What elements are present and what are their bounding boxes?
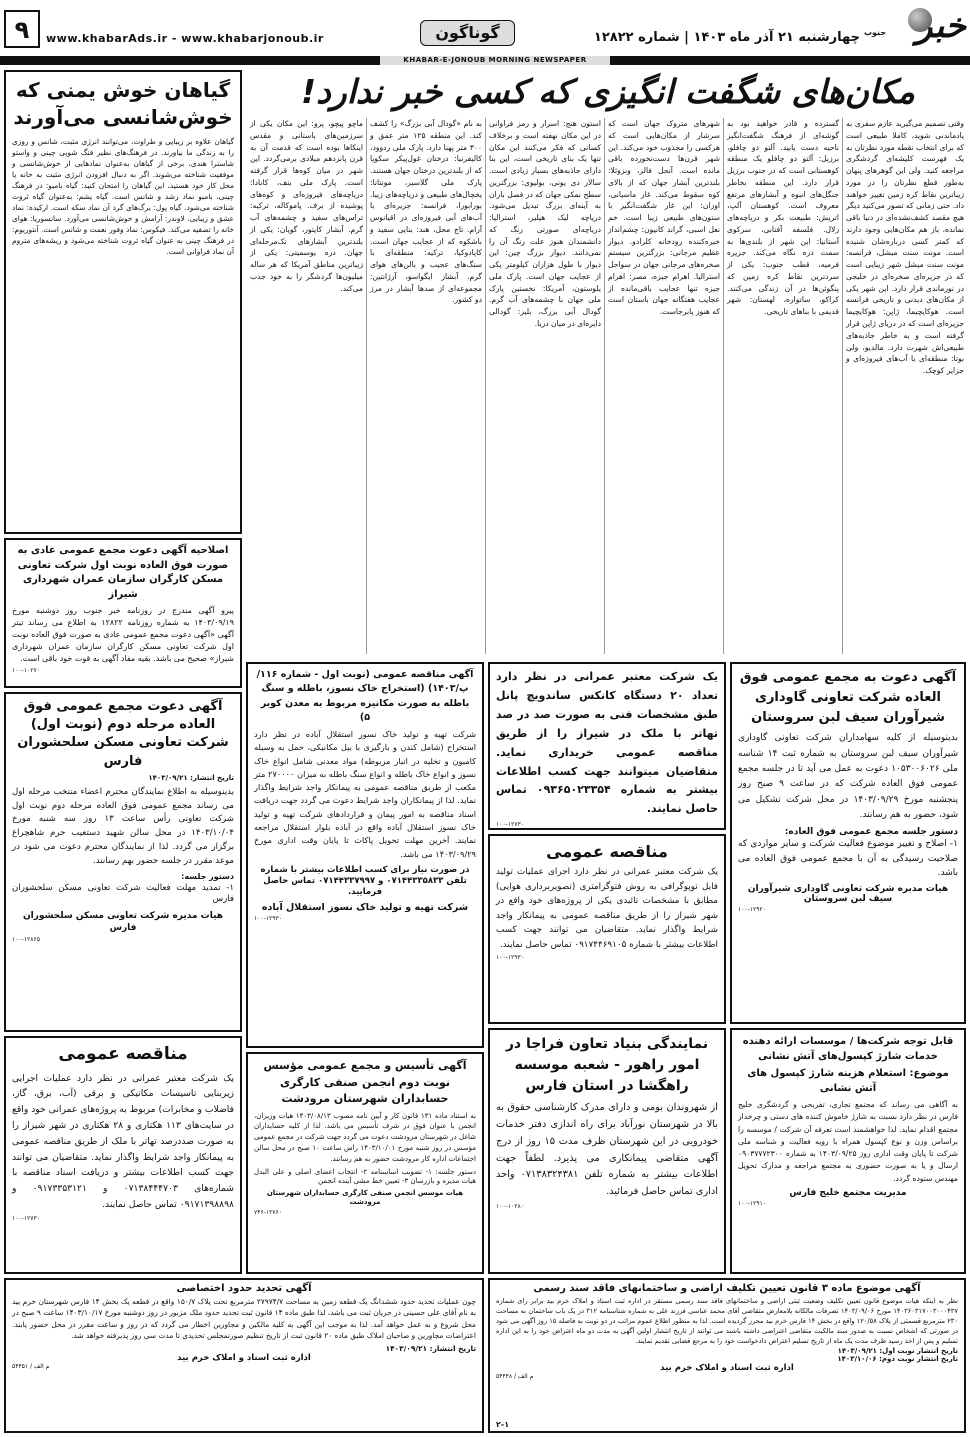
column-divider: [366, 118, 367, 654]
ad-title: آگهی دعوت به مجمع عمومی فوق العاده شرکت تعاونی گاوداری شیرآوران سیف لبن سروستان: [739, 670, 957, 726]
ad-date: تاریخ انتشار: ۱۴۰۳/۰۹/۲۱: [385, 1343, 476, 1353]
ad-code: ۱۰۰-۱۲۹۳۰: [254, 914, 282, 922]
ad-body: یک شرکت معتبر عمرانی در نظر دارد اجرای عملیات تولید فایل توپوگرافی به روش فتوگرامتری (تصویربرداری هوایی) مطابق با مشخصات تائیدی یکی از پروژه‌های خود واقع در شهر شیراز را از طریق مناقصه عمومی به پیمانکار واجد شرایط واگذار نماید. متقاضیان می توانند جهت کسب اطلاعات بیشتر با شماره ۰۹۱۷۴۴۶۹۱۰۵ تماس حاصل نمایند.: [496, 867, 718, 950]
ad-date-second: تاریخ انتشار نوبت دوم: ۱۴۰۳/۱۰/۰۶: [837, 1355, 958, 1364]
ad-agenda-title: دستور جلسه مجمع عمومی فوق العاده:: [784, 827, 958, 838]
masthead: [0, 0, 970, 66]
ad-land-title-notice: [488, 1278, 966, 1433]
ad-code: ۷۴۶-۱۲۷۶۰: [254, 1209, 282, 1217]
main-headline: مکان‌های شگفت انگیزی که کسی خبر ندارد!: [301, 72, 915, 111]
ad-title: آگهی مناقصه عمومی (نوبت اول - شماره ۱۱۶/پ/۱۴۰۳) (استخراج خاک نسوز، باطله و سنگ باطله به صورت مکانیزه مربوط به معدن کوبر ۵): [256, 669, 474, 723]
ad-code: ۱۰۰-۱۲۹۱۰: [738, 1200, 766, 1208]
ad-title: آگهی تأسیس و مجمع عمومی مؤسس نوبت دوم انجمن صنفی کارگری حسابداران شهرستان مرودشت: [263, 1059, 467, 1105]
ad-body: یک شرکت معتبر عمرانی در نظر دارد عملیات اجرایی زیربنایی تاسیسات مکانیکی و برقی (آب، برق، گاز، فاضلاب و مخابرات) مربوط به پروژه‌های عمرانی خود واقع در سایت‌های ۱۱۳ هکتاری و ۲۸ هکتاری در شهر شیراز را به صورت صددرصد تهاتر با ملک از طریق مناقصه عمومی به پیمانکار واجد شرایط واگذار نماید. متقاضیان می توانند جهت کسب اطلاعات بیشتر و دریافت اسناد مناقصه با شماره‌های ۰۷۱۳۸۴۴۴۷۰۳ و ۰۹۱۷۳۳۵۳۱۲۱ و ۰۹۱۷۱۳۹۸۸۹۸ تماس حاصل نمایند.: [12, 1072, 234, 1211]
issue-date: چهارشنبه ۲۱ آذر ماه ۱۴۰۳ | شماره ۱۲۸۲۲: [593, 30, 860, 45]
ad-date: تاریخ انتشار: ۱۴۰۳/۰۹/۲۱: [148, 773, 234, 782]
website-line: www.khabarAds.ir - www.khabarjonoub.ir: [46, 32, 324, 45]
ad-tender-utilities: [4, 1036, 242, 1274]
ad-body: بدینوسیله از کلیه سهامداران شرکت تعاونی گاوداری شیرآوران سیف لبن سروستان به شماره ثبت ۱۴ شناسه ملی ۱۰۵۳۰۰۶۰۲۶ دعوت به عمل می آید تا در جلسه مجمع عمومی فوق العاده شرکت که در ساعت ۹ صبح روز پنجشنبه مورخ ۱۴۰۳/۰۹/۲۹ در محل شرکت تشکیل می شود، حضور به هم رسانند.: [738, 733, 959, 820]
ad-title: آگهی موضوع ماده ۳ قانون تعیین تکلیف اراضی و ساختمانهای فاقد سند رسمی: [533, 1283, 921, 1294]
column-divider: [723, 118, 724, 654]
ad-title: قابل توجه شرکت‌ها / موسسات ارائه دهنده خدمات شارژ کپسول‌های آتش نشانی: [742, 1036, 954, 1062]
column-divider: [604, 118, 605, 654]
ad-code: ۱۰۰-۱۰۲۸۰: [496, 1203, 524, 1211]
ad-boundary-notice: [4, 1278, 484, 1433]
ad-faraja-representation: [488, 1028, 726, 1274]
ad-agenda: دستور جلسه: ۱- تصویب اساسنامه ۲- انتخاب اعضای اصلی و علی البدل هیات مدیره و بازرسان ۳- تعیین خط مشی آینده انجمن: [254, 1167, 477, 1185]
column-divider: [842, 118, 843, 654]
ad-title: آگهی تحدید حدود اختصاصی: [176, 1283, 312, 1294]
ad-agenda: ۱- اصلاح و تغییر موضوع فعالیت شرکت و سایر مواردی که صلاحیت رسیدگی به آن با مجمع عمومی فوق العاده می باشد.: [738, 839, 958, 878]
ad-signature: هیات مدیره شرکت تعاونی گاوداری شیرآوران سیف لبن سروستان: [747, 884, 949, 905]
ad-tender-refractory: [246, 662, 484, 1048]
ad-code: ۱۰۰-۱۲۹۳۰: [496, 954, 524, 962]
page-number: ۹: [4, 10, 40, 48]
ad-code: ۵۴۴۵۱ / م الف: [12, 1362, 50, 1370]
ad-body: از شهروندان بومی و دارای مدرک کارشناسی حقوق به بالا در شهرستان نورآباد برای راه اندازی دفتر خدمات خودرویی در این شهرستان ظرف مدت ۱۵ روز از درج آگهی متقاضی پیمانکاری می پذیرد. لطفاً جهت اطلاعات بیشتر به شماره تلفن ۰۷۱۳۸۳۲۴۳۸۱ واحد اداری تماس حاصل فرمائید.: [496, 1102, 719, 1198]
ad-code: ۱۰۰-۱۲۷۳۰: [12, 1214, 40, 1222]
ad-date-first: تاریخ انتشار نوبت اول: ۱۴۰۳/۰۹/۲۱: [837, 1347, 958, 1356]
ad-code: ۵۴۴۴۸ / م الف: [496, 1373, 534, 1381]
article-column: استون هنج: اسرار و رمز فراوانی در این مکان نهفته است و برخلاف کسانی که فکر می‌کنند این مکان تنها یک بنای تاریخی است، این بنا دارای جاذبه‌های بسیار زیادی است. سالار دی یونی، بولیوی: بزرگترین سطح نمکی جهان که در فصل باران به آینه‌ای بزرگ تبدیل می‌شود. دریاچه لیک هیلیر، استرالیا: دریاچه‌ای صورتی رنگ که دانشمندان هنوز علت رنگ آن را نمی‌دانند. دیوار بزرگ چین: این دیوار با طول هزاران کیلومتر یکی از عجایب جهان است. پارک ملی یلوستون، آمریکا: نخستین پارک ملی جهان با چشمه‌های آب گرم. گودال آبی بزرگ، بلیز: گودالی دایره‌ای در میان دریا.: [489, 119, 601, 329]
ad-caravan-tender: [488, 662, 726, 830]
ad-body: پیرو آگهی مندرج در روزنامه خبر جنوب روز دوشنبه مورخ ۱۴۰۳/۰۹/۱۹ به شماره روزنامه ۱۲۸۲۲ به اطلاع می رساند تیتر آگهی «آگهی دعوت مجمع عمومی عادی به صورت فوق العاده نوبت اول شرکت تعاونی مسکن کارگران سازمان عمران شهرداری شیراز» صحیح می باشد. بقیه مفاد آگهی به قوت خود باقی است.: [12, 606, 234, 663]
ad-code: ۱۰۰-۱۲۷۳۰: [496, 821, 524, 829]
article-column: گسترده و قادر خواهید بود به گوشه‌ای از فرهنگ شگفت‌انگیز ناحیه دست یابید. آلتو دو چافلو، برزیل: آلتو دو چافلو یک منطقه کوهستانی است که در جنوب برزیل قرار دارد. این منطقه بخاطر جنگل‌های انبوه و آبشارهای مرتفع معروف است. کوهستان آلپ، اتریش: طبیعت بکر و دریاچه‌های زلال. فلسفه آفتابی، سرکوی آستانیا: این شهر از بلندی‌ها به سمت دره نگاه می‌کند. جزیره فرمیه، قطب جنوب: یکی از سردترین نقاط کره زمین که پنگوئن‌ها در آن زندگی می‌کنند. کراکو، ساتواره، لهستان: شهر قدیمی با بناهای تاریخی.: [727, 119, 839, 317]
article-column: ماچو پیچو، پرو: این مکان یکی از سرزمین‌های باستانی و مقدس اینکاها بوده است که قدمت آن به قرن پانزدهم میلادی برمی‌گردد. این شهر در میان کوه‌ها قرار گرفته است. پارک ملی بنف، کانادا: دریاچه‌های فیروزه‌ای و کوه‌های پوشیده از برف. پاموکاله، ترکیه: تراس‌های سفید و چشمه‌های آب گرم. آبشار کایتور، گویان: یکی از بلندترین آبشارهای تک‌مرحله‌ای جهان. دره یوسمیتی: یکی از زیباترین مناطق آمریکا که هر ساله میلیون‌ها گردشگر را به خود جذب می‌کند.: [250, 119, 363, 293]
ad-body: نظر به اینکه هیات موضوع قانون تعیین تکلیف وضعیت ثبتی اراضی و ساختمانهای فاقد سند رسمی مستقر در اداره ثبت اسناد و املاک خرم بید برابر رای شماره ۱۴۰۳۶۰۳۱۷۰۰۳۰۰۰۴۳۷ مورخ ۱۴۰۳/۰۹/۰۶ تصرفات مالکانه بلامعارض متقاضی آقای محمد عباسی فرزند علی به شماره شناسنامه ۳۱۲ در یک باب ساختمان به مساحت ۲۳۰ مترمربع قسمتی از پلاک ۱۲۰/۵۸ واقع در بخش ۱۴ فارس خرم بید محرز گردیده است. لذا به منظور اطلاع عموم مراتب در دو نوبت به فاصله ۱۵ روز آگهی می شود در صورتی که اشخاص نسبت به صدور سند مالکیت متقاضی اعتراضی داشته باشند می توانند از تاریخ انتشار اولین آگهی به مدت دو ماه اعتراض خود را به این اداره تسلیم و پس از اخذ رسید ظرف مدت یک ماه از تاریخ تسلیم اعتراض دادخواست خود را به مرجع قضایی تقدیم نمایند.: [496, 1297, 958, 1346]
ad-code: ۱۰۰-۱۲۹۲۰: [738, 906, 766, 914]
newspaper-logo: [862, 4, 966, 48]
ad-accountants-guild: [246, 1052, 484, 1274]
ad-subject: موضوع: استعلام هزینه شارژ کپسول های آتش نشانی: [747, 1068, 949, 1094]
ad-code: ۱۰۰-۱۰۲۷۰: [12, 667, 40, 674]
ad-title: مناقصه عمومی: [58, 1044, 188, 1064]
ad-topography-tender: [488, 834, 726, 1024]
ad-agenda-title: دستور جلسه:: [181, 872, 234, 882]
ad-signature: اداره ثبت اسناد و املاک خرم بید: [177, 1352, 311, 1363]
ad-signature: هیات مدیره شرکت تعاونی مسکن سلحشوران فارس: [22, 911, 224, 933]
ad-body: به استناد ماده ۱۳۱ قانون کار و آیین نامه مصوب ۱۴۰۳/۰۸/۱۳ هیات وزیران، انجمن با عنوان فوق در شرف تأسیس می باشد. لذا از کلیه حسابداران شاغل در شهرستان مرودشت دعوت می گردد جهت شرکت در مجمع عمومی مؤسس در روز شنبه مورخ ۱۴۰۳/۱۰/۰۱ راس ساعت ۱۰ صبح در محل سالن اجتماعات اداره کار مرودشت حضور به هم رسانند.: [254, 1111, 477, 1163]
ad-contact: در صورت نیاز برای کسب اطلاعات بیشتر با شماره تلفن ۰۷۱۴۴۳۳۵۸۳۳ و ۰۷۱۴۴۳۳۷۹۹۷ تماس حاصل فرمایید.: [260, 864, 470, 897]
ad-title: یک شرکت معتبر عمرانی در نظر دارد تعداد ۲۰ دستگاه کانکس ساندویچ پانل طبق مشخصات فنی به صورت صد در صد تهاتر با ملک در شیراز را از طریق مناقصه عمومی خریداری نماید. متقاضیان میتوانند جهت کسب اطلاعات بیشتر به شماره ۰۹۳۶۵۰۲۳۳۵۴ تماس حاصل نمایند.: [496, 670, 718, 816]
ad-signature: اداره ثبت اسناد و املاک خرم بید: [660, 1363, 794, 1374]
sidebar-box: [4, 70, 242, 534]
ad-body: چون عملیات تحدید حدود ششدانگ یک قطعه زمین به مساحت ۲۷۹۷۴/۷ مترمربع تحت پلاک ۱۵۰/۷ واقع در قطعه یک بخش ۱۴ فارس شهرستان خرم بید به نام آقای علی حسینی در جریان ثبت می باشد، لذا طبق ماده ۱۴ قانون ثبت تحدید حدود ملک مزبور در روز دوشنبه مورخ ۱۴۰۳/۱۰/۱۷ ساعت ۹ صبح در محل شروع و به عمل خواهد آمد. لذا به موجب این آگهی به کلیه مالکین و مجاورین اخطار می گردد که در روز و ساعت مقرر در محل حضور یابند. اعتراضات مجاورین و صاحبان املاک طبق ماده ۲۰ قانون ثبت از تاریخ تنظیم صورتمجلس تحدیدی تا مدت سی روز پذیرفته خواهد شد.: [12, 1297, 477, 1341]
logo-text: خبر: [915, 6, 966, 46]
ad-correction: [4, 538, 242, 688]
ad-body: به آگاهی می رساند که مجتمع تجاری، تفریحی و گردشگری خلیج فارس در نظر دارد نسبت به شارژ خاموش کننده های دستی و چرخدار مجتمع اقدام نماید. لذا خواهشمند است تعرفه آن شرکت / موسسه را براساس وزن و نوع کپسول همراه با رویه فعالیت و شناسه ملی شرکت تا پایان وقت اداری روز ۱۴۰۳/۰۹/۲۵ به شماره ۰۹۰۳۷۷۷۲۳۰۰ ارسال و یا به صورت حضوری به مجتمع مراجعه و مدارک تحویل مهندس ستوده گردد.: [738, 1100, 958, 1183]
ad-agenda: ۱- تمدید مهلت فعالیت شرکت تعاونی مسکن سلحشوران فارس: [12, 882, 234, 904]
ad-title: اصلاحیه آگهی دعوت مجمع عمومی عادی به صورت فوق العاده نوبت اول شرکت تعاونی مسکن کارگران سازمان عمران شهرداری شیراز: [17, 545, 229, 600]
ad-body: شرکت تهیه و تولید خاک نسوز استقلال آباده در نظر دارد استخراج (شامل کندن و بارگیری با بیل مکانیکی، حمل به وسیله کامیون و تخلیه در انبار مربوطه) مواد معدنی شامل انواع خاک نسوز و انواع خاک باطله و انواع سنگ باطله به میزان ۲۷۰۰۰۰ متر مکعب از طریق مناقصه عمومی به پیمانکار واجد شرایط واگذار نماید. لذا از پیمانکاران واجد شرایط دعوت می گردد جهت دریافت اسناد مناقصه به امور پیمان و قراردادهای شرکت تهیه و تولید خاک نسوز استقلال آباده واقع در آباده بلوار استقلال مراجعه نمایند. آخرین مهلت تحویل پاکات تا پایان وقت اداری مورخ ۱۴۰۳/۰۹/۲۹ می باشد.: [254, 729, 476, 859]
ad-footer-code: ۲-۱: [496, 1420, 510, 1429]
ad-signature: مدیریت مجتمع خلیج فارس: [789, 1188, 907, 1199]
column-divider: [485, 118, 486, 654]
article-column: به نام «گودال آبی بزرگ» را کشف کند. این منطقه ۱۲۵ متر عمق و ۳۰۰ متر پهنا دارد. پارک ملی ردوود، کالیفرنیا: درختان غول‌پیکر سکویا که از بلندترین درختان جهان هستند. پارک ملی گلاسیر، مونتانا: یخچال‌های طبیعی و دریاچه‌های زیبا. بورابورا، فرانسه: جزیره‌ای با آب‌های آبی فیروزه‌ای در اقیانوس آرام. تاج محل، هند: بنایی سفید و باشکوه که از عجایب جهان است. کاپادوکیا، ترکیه: منطقه‌ای با سنگ‌های عجیب و بالن‌های هوای گرم. آبشار ایگواسو، آرژانتین: مجموعه‌ای از صدها آبشار در مرز دو کشور.: [370, 119, 482, 305]
english-title: KHABAR-E-JONOUB MORNING NEWSPAPER: [380, 56, 610, 65]
ad-fire-extinguisher: [730, 1028, 966, 1274]
article-column: شهرهای متروک جهان است که سرشار از مکان‌هایی است که هرکسی را مجذوب خود می‌کند. این شهر قرن‌ها دست‌نخورده باقی مانده است. آنجل فالز، ونزوئلا: بلندترین آبشار جهان که از بالای کوه سقوط می‌کند. غار ماسیانی، اوزان: این غار شگفت‌انگیز با ستون‌های طبیعی زیبا است. خم نعل اسبی، گراند کانیون: چشم‌انداز خیره‌کننده رودخانه کلرادو. دیوار عظیم مرجانی: بزرگترین سیستم صخره‌های مرجانی جهان در سواحل استرالیا. اهرام جیزه، مصر: اهرام جیزه تنها عجایب باقی‌مانده از عجایب هفتگانه جهان باستان است که هنوز پابرجاست.: [608, 119, 720, 317]
ad-body: بدینوسیله به اطلاع نمایندگان محترم اعضاء منتخب مرحله اول می رساند مجمع عمومی فوق العاده مرحله دوم نوبت اول شرکت تعاونی رأس ساعت ۱۳ روز سه شنبه مورخ ۱۴۰۳/۱۰/۰۴ در محل سالن شهید دستغیب حرم شاهچراغ برگزار می گردد. لذا از نمایندگان محترم دعوت می شود در موعد مقرر در جلسه حضور بهم رسانند.: [12, 786, 234, 866]
ad-title: نمایندگی بنیاد تعاون فراجا در امور راهور - شعبه موسسه راهگشا در استان فارس: [505, 1036, 709, 1094]
ad-code: ۱۰۰-۱۲۸۶۵: [12, 936, 40, 944]
ad-signature: شرکت تهیه و تولید خاک نسوز استقلال آباده: [261, 901, 469, 913]
ad-signature: هیات موسس انجمن صنفی کارگری حسابداران شهرستان مرودشت: [266, 1188, 464, 1206]
sidebar-body: گیاهان علاوه بر زیبایی و طراوت، می‌توانند انرژی مثبت، شانس و روزی را به زندگی ما بیاورند. در فرهنگ‌های نظیر فنگ شویی چینی و واستو شاسترا هندی، برخی از گیاهان به‌عنوان نمادهایی از خوش‌شانسی و موفقیت شناخته می‌شوند. اگر به دنبال افزودن انرژی مثبت به خانه یا محل کار خود هستید، این گیاهان را امتحان کنید: گیاه بامبو: در فرهنگ چینی، بامبو نماد رشد و شانس است. گیاه یشم: به‌عنوان گیاه ثروت شناخته می‌شود. گیاه پول: برگ‌های گرد آن نماد سکه است. ارکیده: نماد عشق و زیبایی. لاوندر: آرامش و خوش‌شانسی می‌آورد. سانسوریا: هوای خانه را تصفیه می‌کند. فیکوس: نماد وفور نعمت و شانس است. آنتوریوم: در فرهنگ چینی به عنوان گیاه ثروت شناخته می‌شود و ریشه‌های متروم آن نماد فراوانی است.: [12, 137, 234, 256]
ad-dairy-meeting: [730, 662, 966, 1024]
section-title: گوناگون: [420, 20, 515, 46]
ad-title: آگهی دعوت مجمع عمومی فوق العاده مرحله دوم (نوبت اول) شرکت تعاونی مسکن سلحشوران فارس: [17, 699, 229, 769]
ad-title: مناقصه عمومی: [546, 842, 668, 861]
ad-salahshouran: [4, 692, 242, 1032]
logo-subtitle: جنوب: [864, 28, 887, 37]
sidebar-title: گیاهان خوش یمنی که خوش‌شانسی می‌آورند: [13, 78, 233, 129]
article-column: وقتی تصمیم می‌گیرید عازم سفری به یادماندنی شوید، کاملا طبیعی است که برای انتخاب نقطه مورد نظرتان به یک فهرست کلیشه‌ای گردشگری مراجعه کنید. ولی این گوهرهای پنهان به‌طور قطع نظرتان را در مورد زیباترین نقاط کره زمین تغییر خواهند داد. حتی زمانی که تصور می‌کنید دیگر هیچ مقصد کشف‌نشده‌ای در دنیا باقی نمانده، باز هم مکان‌هایی وجود دارند که کمتر کسی درباره‌شان شنیده است. مونت سنت میشل، فرانسه: مونت سنت میشل شهر زیبایی است که در جزیره‌ای صخره‌ای در خلیجی در نورماندی قرار دارد. این شهر یکی از مکان‌های دیدنی و تاریخی فرانسه است. هوکایچیما، ژاپن: هوکایچیما جزیره‌ای است که در دریای ژاپن قرار گرفته است و به خاطر جاذبه‌های طبیعی‌اش شهرت دارد. مالدیو، ولی بوتا: منطقه‌ای با آب‌های فیروزه‌ای و جزایر کوچک.: [845, 119, 964, 376]
article: [250, 118, 966, 658]
